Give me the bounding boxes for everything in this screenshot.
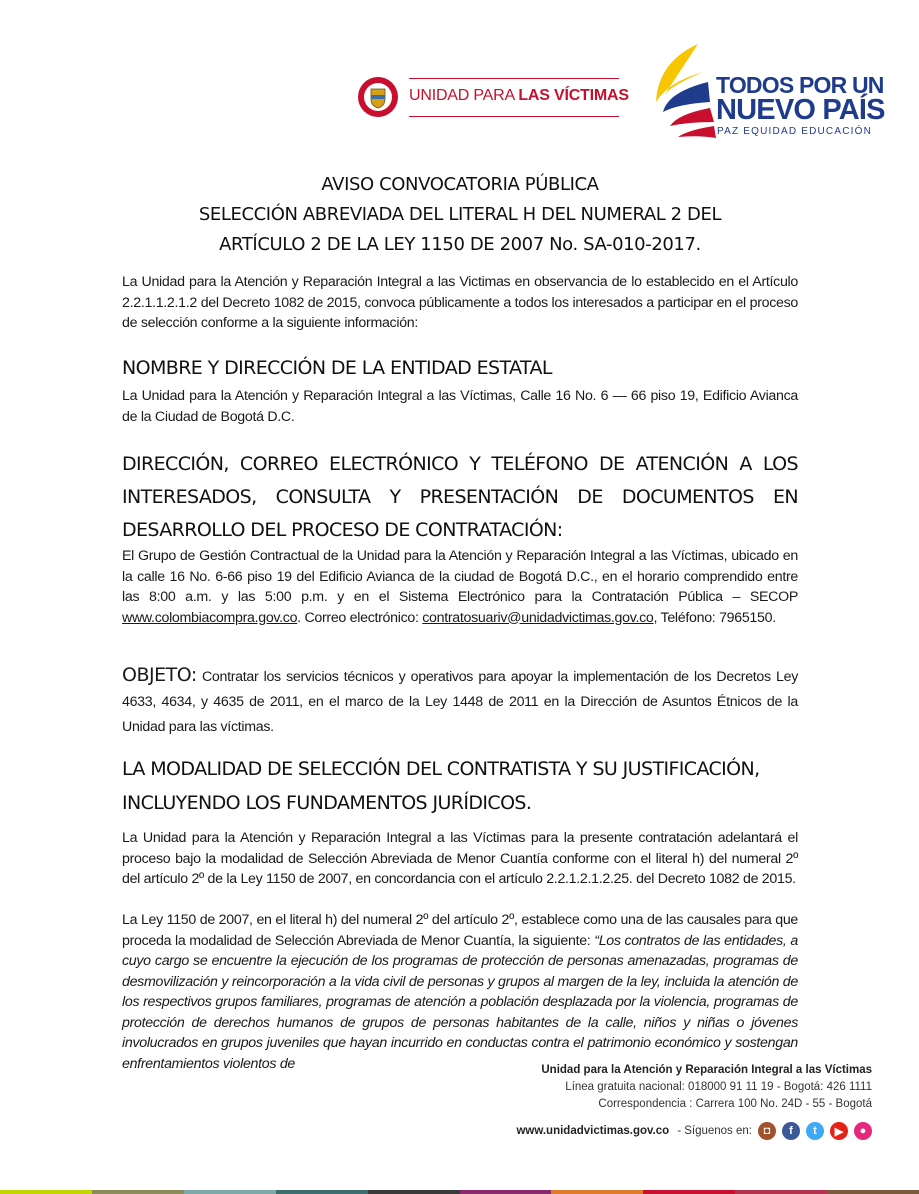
youtube-icon[interactable]: ▶ [830,1122,848,1140]
stripe-segment [276,1190,368,1194]
heading-entidad: NOMBRE Y DIRECCIÓN DE LA ENTIDAD ESTATAL [122,357,552,379]
footer-org: Unidad para la Atención y Reparación Integral a las Víctimas [541,1064,872,1076]
todos-por-un-nuevo-pais-logo [648,42,885,142]
footer-correspondencia: Correspondencia : Carrera 100 No. 24D - 55 - Bogotá [598,1098,872,1110]
logo-rule-top [409,78,619,79]
stripe-segment [643,1190,735,1194]
instagram-icon[interactable]: ◘ [758,1122,776,1140]
title-line-2: SELECCIÓN ABREVIADA DEL LITERAL H DEL NUMERAL 2 DEL [198,204,722,225]
logo-tagline: PAZ EQUIDAD EDUCACIÓN [717,126,873,137]
title-line-3: ARTÍCULO 2 DE LA LEY 1150 DE 2007 No. SA-010-2017. [219,234,701,255]
stripe-segment [460,1190,552,1194]
atencion-paragraph [122,546,798,628]
modalidad-text: La Ley 1150 de 2007, en el literal h) del numeral 2º del artículo 2º, establece como una de las causales para que proceda la modalidad de Selección Abreviada de Menor Cuantía, la siguiente: [122,912,798,949]
color-stripe [0,1190,919,1194]
intro-paragraph: La Unidad para la Atención y Reparación Integral a las Victimas en observancia de lo establecido en el Artículo 2.2.1.1.2.1.2 del Decreto 1082 de 2015, convoca públicamente a todos los interesados a participar en el proceso de selección conforme a la siguiente información: [122,274,798,331]
coat-of-arms-icon [357,76,399,118]
title-line-1: AVISO CONVOCATORIA PÚBLICA [321,174,599,195]
modalidad-paragraph-1: La Unidad para la Atención y Reparación Integral a las Víctimas para la presente contratación adelantará el proceso bajo la modalidad de Selección Abreviada de Menor Cuantía conforme con el literal h) del numeral 2º del artículo 2º de la Ley 1150 de 2007, en concordancia con el artículo 2.2.1.2.1.2.25. del Decreto 1082 de 2015. [122,830,798,887]
stripe-segment [0,1190,92,1194]
unidad-victimas-logo [357,74,629,120]
stripe-segment [827,1190,919,1194]
footer-website-link[interactable]: www.unidadvictimas.gov.co [516,1125,670,1137]
logo-line2: NUEVO PAÍS [716,94,885,126]
footer-siguenos: - Síguenos en: [677,1125,752,1137]
flickr-icon[interactable]: ● [854,1122,872,1140]
heading-modalidad: LA MODALIDAD DE SELECCIÓN DEL CONTRATISTA Y SU JUSTIFICACIÓN, INCLUYENDO LOS FUNDAMENTOS JURÍDICOS. [122,758,760,814]
atencion-text-1: El Grupo de Gestión Contractual de la Unidad para la Atención y Reparación Integral a las Víctimas, ubicado en la calle 16 No. 6-66 piso 19 del Edificio Avianca de la ciudad de Bogotá D.C., en el horario comprendido entre las 8:00 a.m. y las 5:00 p.m. y en el Sistema Electrónico para la Contratación Pública – SECOP [122,548,798,605]
entidad-paragraph: La Unidad para la Atención y Reparación Integral a las Víctimas, Calle 16 No. 6 — 66 piso 19, Edificio Avianca de la Ciudad de Bogotá D.C. [122,388,798,425]
secop-link[interactable]: www.colombiacompra.gov.co [122,609,298,626]
stripe-segment [92,1190,184,1194]
document-title [100,170,820,260]
atencion-text-2: . Correo electrónico: [297,609,423,626]
atencion-text-3: , Teléfono: 7965150. [653,609,776,626]
objeto-section [122,663,798,740]
facebook-icon[interactable]: f [782,1122,800,1140]
twitter-icon[interactable]: t [806,1122,824,1140]
heading-atencion: DIRECCIÓN, CORREO ELECTRÓNICO Y TELÉFONO DE ATENCIÓN A LOS INTERESADOS, CONSULTA Y PRESENTACIÓN DE DOCUMENTOS EN DESARROLLO DEL PROCESO DE CONTRATACIÓN: [122,453,798,541]
email-link[interactable]: contratosuariv@unidadvictimas.gov.co [422,609,654,626]
stripe-segment [735,1190,827,1194]
stripe-segment [551,1190,643,1194]
objeto-text: Contratar los servicios técnicos y operativos para apoyar la implementación de los Decretos Ley 4633, 4634, y 4635 de 2011, en el marco de la Ley 1448 de 2011 en la Dirección de Asuntos Étnicos de la Unidad para las víctimas. [122,669,798,735]
footer-web [516,1122,872,1140]
objeto-paragraph [122,663,798,740]
logo-line1: TODOS POR UN [716,72,884,98]
ley-quote: “Los contratos de las entidades, a cuyo cargo se encuentre la ejecución de los programas de protección de personas amenazadas, programas de desmovilización y reincorporación a la vida civil de personas y grupos al margen de la ley, incluida la atención de los respectivos grupos familiares, programas de atención a población desplazada por la violencia, programas de protección de derechos humanos de grupos de personas habitantes de la calle, niños y niñas o jóvenes involucrados en grupos juveniles que hayan incurrido en conductas contra el patrimonio económico y sostengan enfrentamientos violentos de [122,932,798,1072]
footer-linea: Línea gratuita nacional: 018000 91 11 19 - Bogotá: 426 1111 [565,1081,872,1093]
flag-swoosh-icon [648,42,718,142]
modalidad-paragraph-2 [122,910,798,1074]
logo-rule-bottom [409,116,619,117]
unidad-logo-text: UNIDAD PARA LAS VÍCTIMAS [409,87,629,104]
stripe-segment [184,1190,276,1194]
objeto-label: OBJETO: [122,664,197,686]
footer-contact [541,1062,872,1113]
stripe-segment [368,1190,460,1194]
